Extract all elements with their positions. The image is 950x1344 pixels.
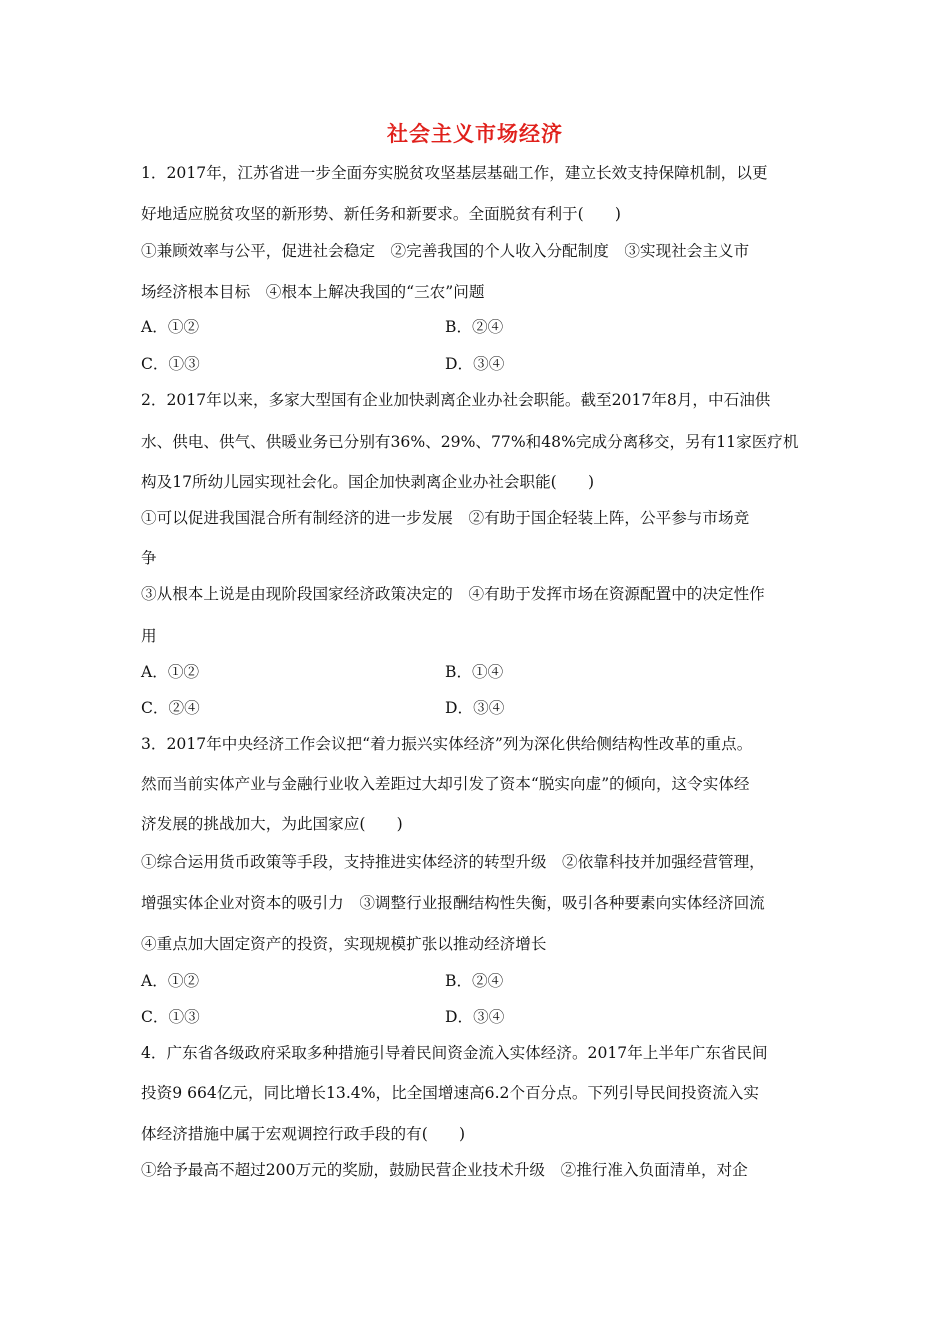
question-3-line-2: 然而当前实体产业与金融行业收入差距过大却引发了资本“脱实向虚”的倾向，这令实体经 xyxy=(141,775,750,793)
question-2-line-7: 用 xyxy=(141,627,157,645)
question-1-option-b: B．②④ xyxy=(445,318,504,336)
question-2-line-2: 水、供电、供气、供暖业务已分别有36%、29%、77%和48%完成分离移交，另有11家医疗机 xyxy=(141,433,799,451)
question-3-option-a: A．①② xyxy=(141,972,200,990)
question-3-option-c: C．①③ xyxy=(141,1008,200,1026)
question-2-option-d: D．③④ xyxy=(445,699,505,717)
question-4-line-1: 4．广东省各级政府采取多种措施引导着民间资金流入实体经济。2017年上半年广东省民间 xyxy=(141,1044,768,1062)
question-3-line-1: 3．2017年中央经济工作会议把“着力振兴实体经济”列为深化供给侧结构性改革的重点。 xyxy=(141,735,753,753)
question-2-option-b: B．①④ xyxy=(445,663,504,681)
question-1-option-d: D．③④ xyxy=(445,355,505,373)
question-3-line-3: 济发展的挑战加大，为此国家应( ) xyxy=(141,815,403,833)
question-1-line-3: ①兼顾效率与公平，促进社会稳定 ②完善我国的个人收入分配制度 ③实现社会主义市 xyxy=(141,242,750,260)
question-4-line-4: ①给予最高不超过200万元的奖励，鼓励民营企业技术升级 ②推行准入负面清单，对企 xyxy=(141,1161,748,1179)
question-2-option-a: A．①② xyxy=(141,663,200,681)
question-2-line-4: ①可以促进我国混合所有制经济的进一步发展 ②有助于国企轻装上阵，公平参与市场竞 xyxy=(141,509,750,527)
document-title: 社会主义市场经济 xyxy=(387,121,563,146)
question-3-option-b: B．②④ xyxy=(445,972,504,990)
question-2-line-1: 2．2017年以来，多家大型国有企业加快剥离企业办社会职能。截至2017年8月，中石油供 xyxy=(141,391,771,409)
question-1-line-2: 好地适应脱贫攻坚的新形势、新任务和新要求。全面脱贫有利于( ) xyxy=(141,205,621,223)
question-2-line-6: ③从根本上说是由现阶段国家经济政策决定的 ④有助于发挥市场在资源配置中的决定性作 xyxy=(141,585,765,603)
question-3-line-4: ①综合运用货币政策等手段，支持推进实体经济的转型升级 ②依靠科技并加强经营管理， xyxy=(141,853,765,871)
question-2-line-5: 争 xyxy=(141,549,157,567)
question-3-option-d: D．③④ xyxy=(445,1008,505,1026)
question-3-line-5: 增强实体企业对资本的吸引力 ③调整行业报酬结构性失衡，吸引各种要素向实体经济回流 xyxy=(141,894,765,912)
question-1-option-a: A．①② xyxy=(141,318,200,336)
question-1-option-c: C．①③ xyxy=(141,355,200,373)
question-3-line-6: ④重点加大固定资产的投资，实现规模扩张以推动经济增长 xyxy=(141,935,547,953)
question-1-line-4: 场经济根本目标 ④根本上解决我国的“三农”问题 xyxy=(141,283,485,301)
question-1-line-1: 1．2017年，江苏省进一步全面夯实脱贫攻坚基层基础工作，建立长效支持保障机制，以更 xyxy=(141,164,768,182)
question-4-line-2: 投资9 664亿元，同比增长13.4%，比全国增速高6.2个百分点。下列引导民间投资流入实 xyxy=(141,1084,759,1102)
question-2-line-3: 构及17所幼儿园实现社会化。国企加快剥离企业办社会职能( ) xyxy=(141,473,595,491)
question-4-line-3: 体经济措施中属于宏观调控行政手段的有( ) xyxy=(141,1125,466,1143)
question-2-option-c: C．②④ xyxy=(141,699,200,717)
